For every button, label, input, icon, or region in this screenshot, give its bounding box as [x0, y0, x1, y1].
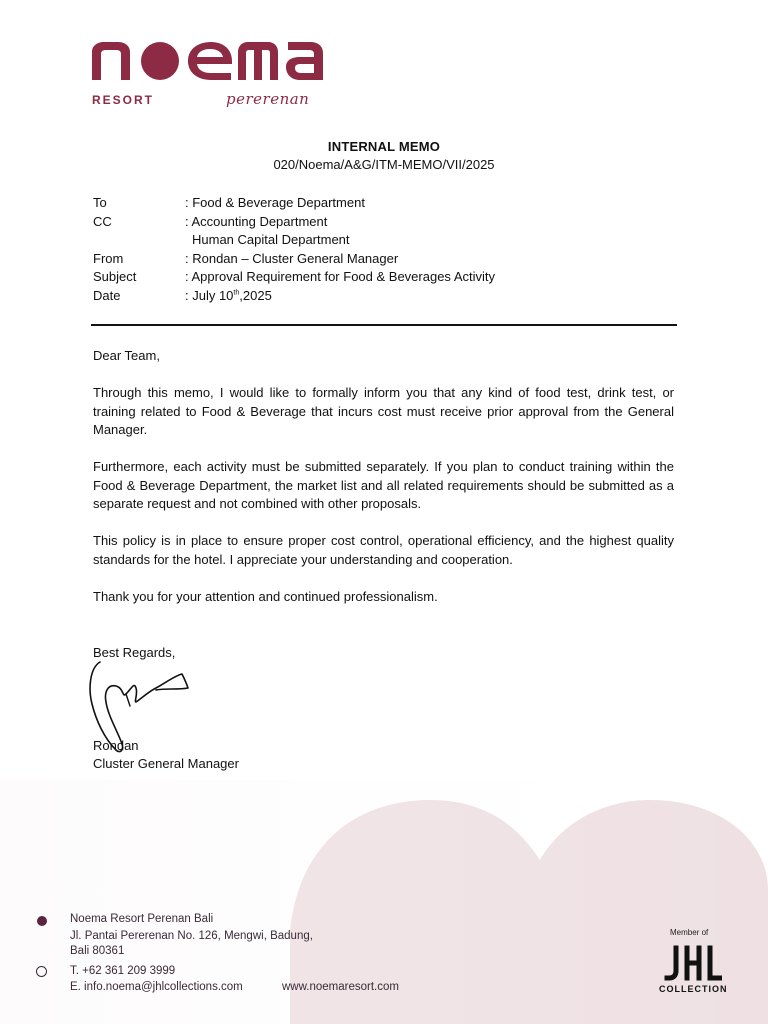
noema-wordmark-logo [92, 40, 324, 82]
noema-logo [92, 40, 332, 112]
collection-label: COLLECTION [659, 984, 728, 994]
subject-label: Subject [93, 269, 137, 284]
header-divider [91, 324, 677, 326]
address-bullet-icon [37, 916, 47, 926]
date-year: ,2025 [239, 287, 272, 303]
paragraph-1: Through this memo, I would like to formally inform you that any kind of food test, drink test, or training related to Food & Beverage that incurs cost must receive prior approval from the General Manager. [93, 385, 674, 437]
footer-address-line-2: Bali 80361 [70, 945, 125, 957]
closing: Best Regards, [93, 645, 176, 660]
footer-email: E. info.noema@jhlcollections.com [70, 981, 243, 993]
member-of-label: Member of [670, 928, 709, 937]
paragraph-4: Thank you for your attention and continued professionalism. [93, 588, 438, 604]
cc-value: : Accounting Department [185, 213, 328, 229]
paragraph-3: This policy is in place to ensure proper cost control, operational efficiency, and the highest quality standards for the hotel. I appreciate your understanding and cooperation. [93, 533, 674, 567]
footer [0, 905, 768, 1024]
footer-phone: T. +62 361 209 3999 [70, 965, 176, 977]
subject-value: : Approval Requirement for Food & Beverages Activity [185, 269, 495, 284]
jhl-logo [664, 945, 722, 981]
memo-number: 020/Noema/A&G/ITM-MEMO/VII/2025 [273, 157, 495, 172]
date-value [185, 287, 272, 306]
date-prefix: : July 10 [185, 287, 234, 303]
date-suffix-ordinal: th [233, 289, 240, 297]
to-label: To [93, 195, 107, 210]
footer-resort-name: Noema Resort Perenan Bali [70, 913, 214, 925]
memo-body [93, 347, 674, 625]
signer-title: Cluster General Manager [93, 756, 239, 771]
logo-location-text: pererenan [226, 90, 310, 108]
contact-bullet-icon [36, 966, 47, 977]
footer-address-line-1: Jl. Pantai Pererenan No. 126, Mengwi, Badung, [70, 930, 313, 942]
from-label: From [93, 250, 124, 266]
logo-resort-text: RESORT [92, 93, 155, 107]
to-value: : Food & Beverage Department [185, 195, 365, 210]
from-value: : Rondan – Cluster General Manager [185, 250, 399, 266]
signer-name: Rondan [93, 738, 139, 753]
cc-label: CC [93, 213, 112, 229]
paragraph-2: Furthermore, each activity must be submitted separately. If you plan to conduct training within the Food & Beverage Department, the market list and all related requirements should be submitted as a separate request and not combined with other proposals. [93, 459, 674, 511]
footer-website: www.noemaresort.com [282, 981, 399, 993]
greeting: Dear Team, [93, 348, 160, 363]
memo-title: INTERNAL MEMO [327, 139, 441, 154]
cc-value-2: Human Capital Department [192, 232, 350, 247]
date-label: Date [93, 287, 121, 303]
